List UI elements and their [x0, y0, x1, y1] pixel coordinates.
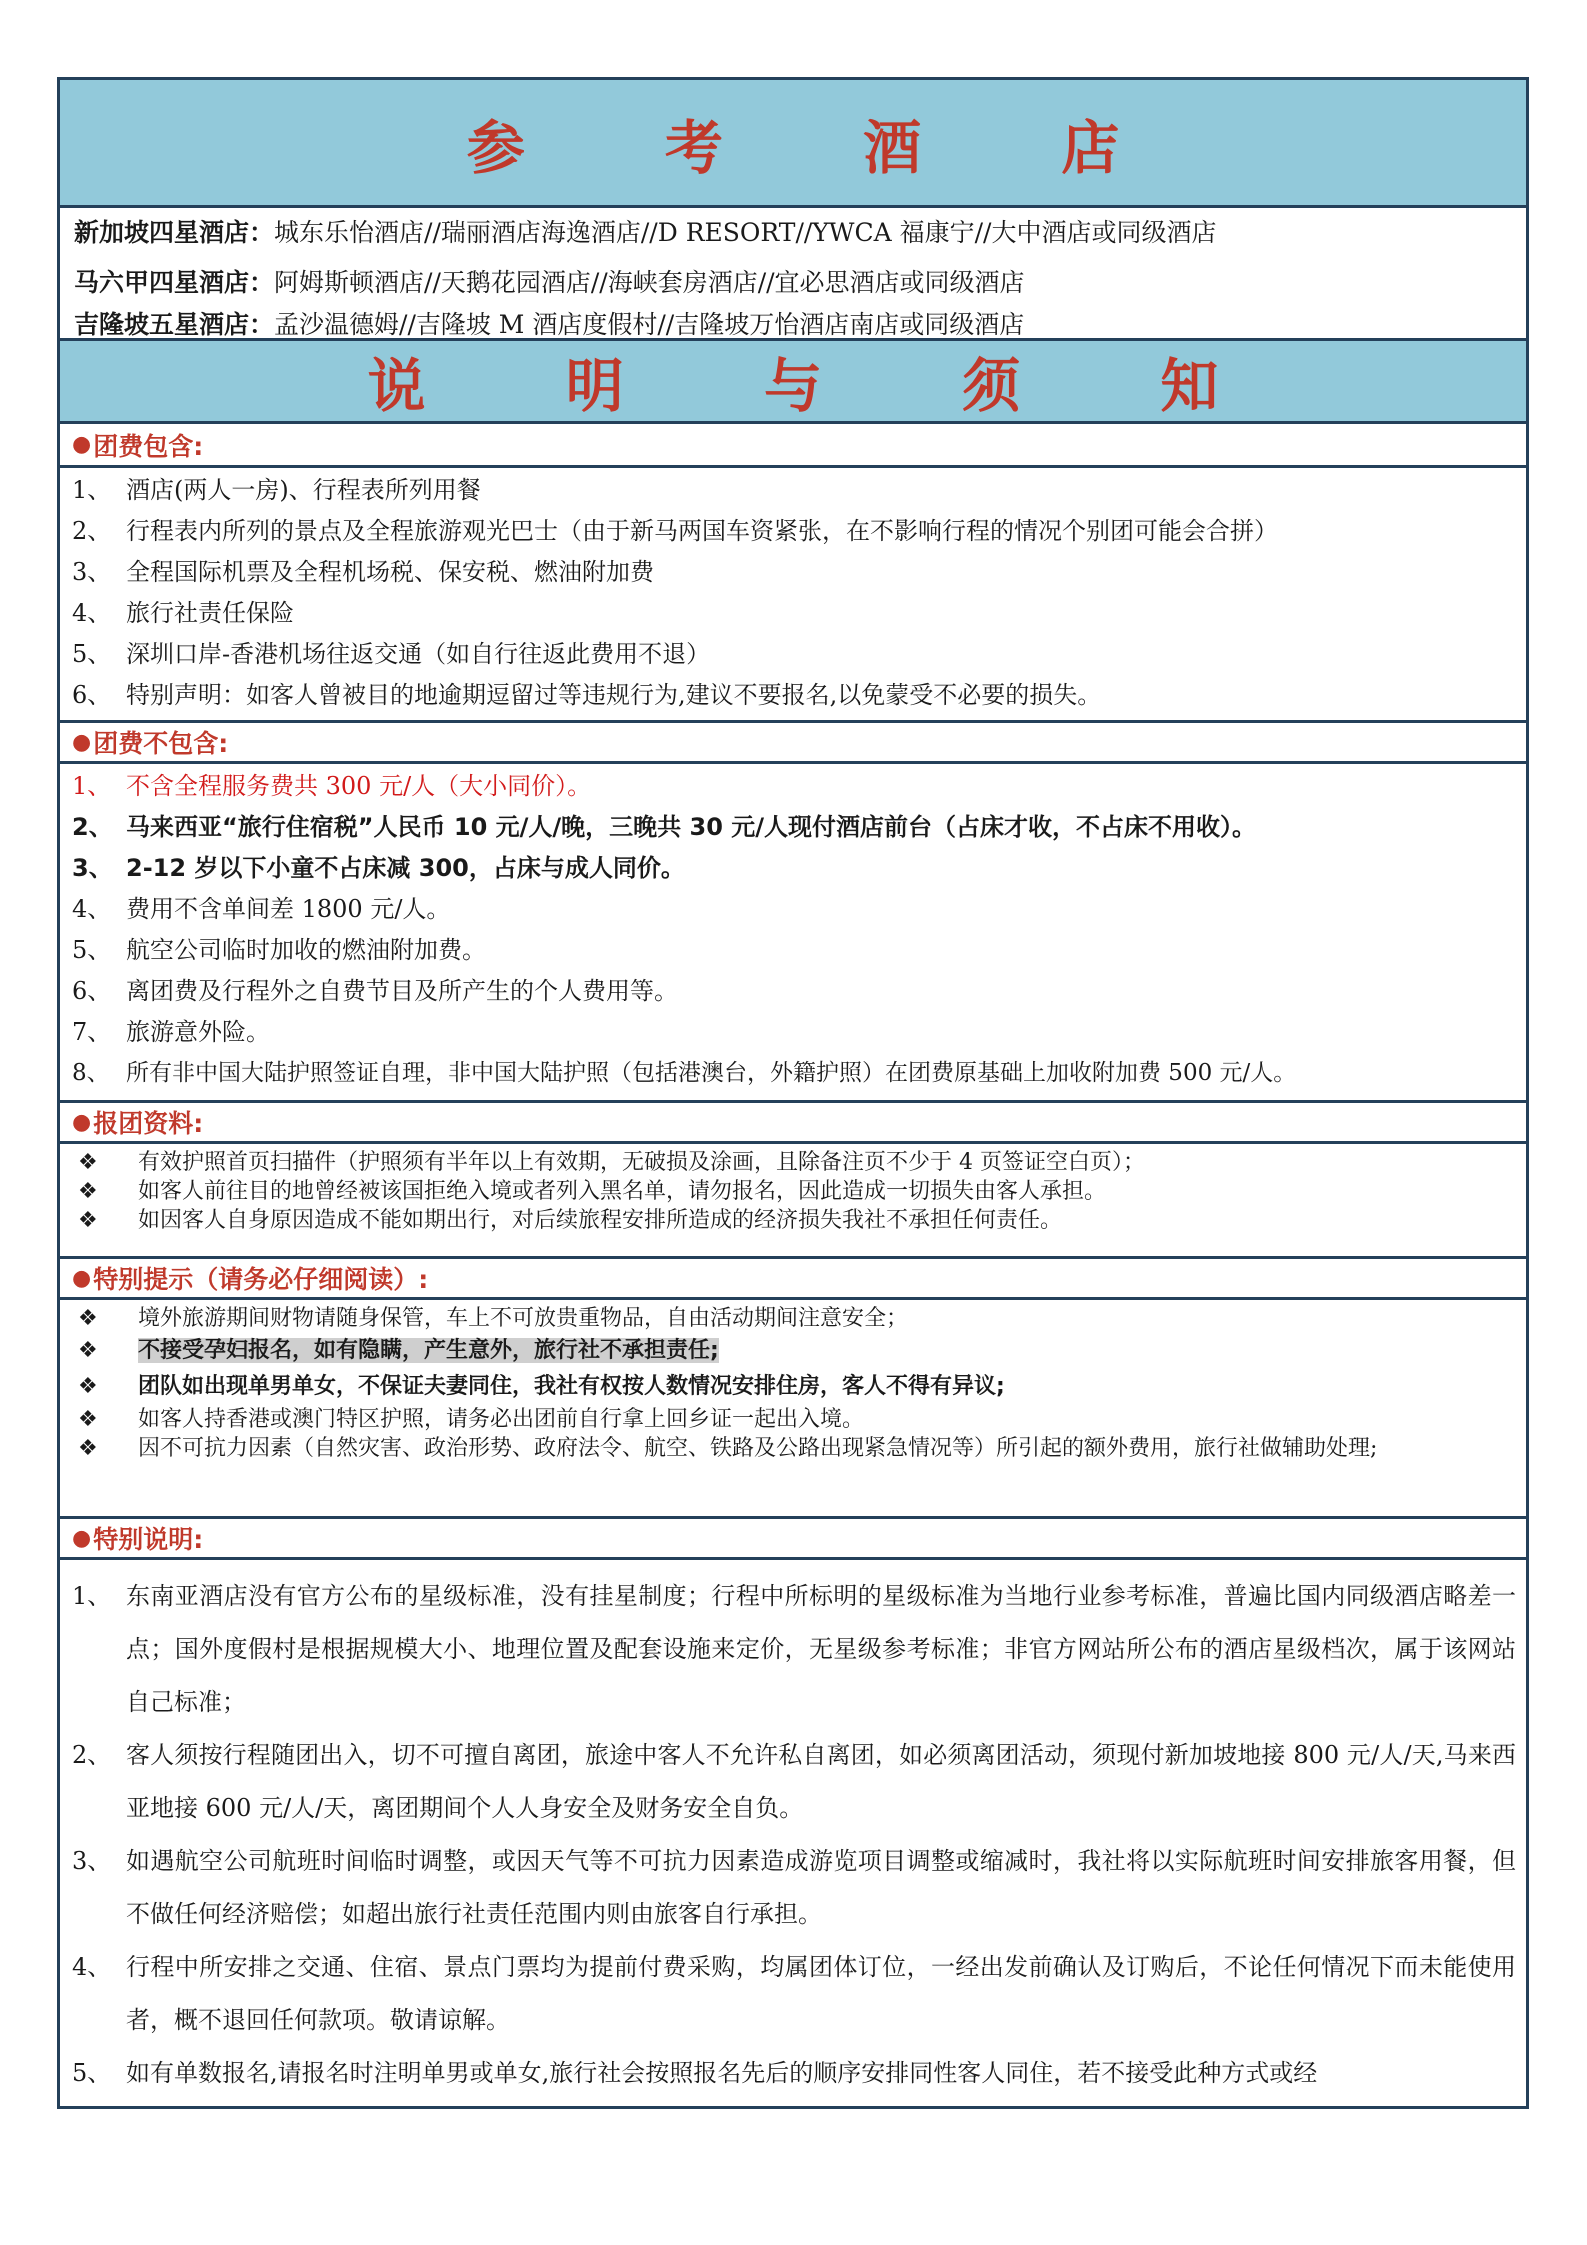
- hotel-row-singapore: 新加坡四星酒店：城东乐怡酒店//瑞丽酒店海逸酒店//D RESORT//YWCA 福康宁//大中酒店或同级酒店: [74, 218, 1217, 247]
- diamond-bullet-icon: ❖: [78, 1407, 98, 1432]
- list-item: 3、 全程国际机票及全程机场税、保安税、燃油附加费: [72, 558, 654, 586]
- list-item: ❖ 团队如出现单男单女，不保证夫妻同住，我社有权按人数情况安排住房，客人不得有异议;: [72, 1369, 1516, 1405]
- itinerary-notes-sheet: [57, 77, 1529, 2109]
- hotel-list: [60, 208, 1526, 338]
- list-item: 6、 特别声明：如客人曾被目的地逾期逗留过等违规行为,建议不要报名,以免蒙受不必要的损失。: [72, 681, 1102, 709]
- list-item: 2、 行程表内所列的景点及全程旅游观光巴士（由于新马两国车资紧张，在不影响行程的情况个别团可能会合拼）: [72, 517, 1278, 545]
- list-item: 8、 所有非中国大陆护照签证自理，非中国大陆护照（包括港澳台，外籍护照）在团费原基础上加收附加费 500 元/人。: [72, 1060, 1297, 1086]
- list-item: ❖ 境外旅游期间财物请随身保管，车上不可放贵重物品，自由活动期间注意安全；: [72, 1304, 1516, 1333]
- diamond-bullet-icon: ❖: [78, 1436, 98, 1461]
- documents-list: [60, 1144, 1526, 1256]
- bullet-dot-icon: ●: [72, 432, 92, 457]
- special-list: [60, 1560, 1526, 2100]
- bullet-dot-icon: ●: [72, 1525, 92, 1551]
- hotel-row-malacca: 马六甲四星酒店：阿姆斯顿酒店//天鹅花园酒店//海峡套房酒店//宜必思酒店或同级酒店: [74, 268, 1025, 297]
- list-item: 1、 不含全程服务费共 300 元/人（大小同价）。: [72, 772, 592, 800]
- list-item: 5、 航空公司临时加收的燃油附加费。: [72, 936, 486, 964]
- list-item: ❖ 如因客人自身原因造成不能如期出行，对后续旅程安排所造成的经济损失我社不承担任何责任。: [72, 1206, 1516, 1235]
- diamond-bullet-icon: ❖: [78, 1150, 98, 1175]
- list-item: 5、 深圳口岸-香港机场往返交通（如自行往返此费用不退）: [72, 640, 711, 668]
- diamond-bullet-icon: ❖: [78, 1208, 98, 1233]
- notes-title: 说 明 与 须 知: [367, 352, 1279, 420]
- includes-list: [60, 468, 1526, 720]
- hotel-row-kuala-lumpur: 吉隆坡五星酒店：孟沙温德姆//吉隆坡 M 酒店度假村//吉隆坡万怡酒店南店或同级酒店: [74, 310, 1025, 339]
- diamond-bullet-icon: ❖: [78, 1179, 98, 1204]
- list-item: 4、 行程中所安排之交通、住宿、景点门票均为提前付费采购，均属团体订位，一经出发前确认及订购后，不论任何情况下而未能使用者，概不退回任何款项。敬请谅解。: [72, 1953, 1516, 2034]
- documents-header: ● 报团资料:: [60, 1100, 1526, 1144]
- bullet-dot-icon: ●: [72, 729, 92, 755]
- includes-header: ● 团费包含:: [60, 424, 1526, 468]
- excludes-list: [60, 764, 1526, 1100]
- list-item: 6、 离团费及行程外之自费节目及所产生的个人费用等。: [72, 977, 678, 1005]
- diamond-bullet-icon: ❖: [78, 1338, 98, 1363]
- hotels-title: 参 考 酒 店: [466, 113, 1180, 182]
- list-item: 2、 客人须按行程随团出入，切不可擅自离团，旅途中客人不允许私自离团，如必须离团活动，须现付新加坡地接 800 元/人/天,马来西亚地接 600 元/人/天，离团期间个人人身安全及财务安全自负。: [72, 1741, 1516, 1822]
- list-item: 3、 2-12 岁以下小童不占床减 300，占床与成人同价。: [72, 854, 685, 882]
- diamond-bullet-icon: ❖: [78, 1374, 98, 1399]
- diamond-bullet-icon: ❖: [78, 1306, 98, 1331]
- list-item: 3、 如遇航空公司航班时间临时调整，或因天气等不可抗力因素造成游览项目调整或缩减时，我社将以实际航班时间安排旅客用餐，但不做任何经济赔偿；如超出旅行社责任范围内则由旅客自行承担。: [72, 1847, 1516, 1928]
- notes-title-band: [60, 338, 1526, 424]
- list-item: 2、 马来西亚“旅行住宿税”人民币 10 元/人/晚，三晚共 30 元/人现付酒店前台（占床才收，不占床不用收）。: [72, 813, 1257, 841]
- list-item: 4、 旅行社责任保险: [72, 599, 294, 627]
- bullet-dot-icon: ●: [72, 1109, 92, 1135]
- list-item: 7、 旅游意外险。: [72, 1018, 270, 1046]
- list-item: 4、 费用不含单间差 1800 元/人。: [72, 895, 451, 923]
- bullet-dot-icon: ●: [72, 1265, 92, 1291]
- tips-header: ● 特别提示（请务必仔细阅读）:: [60, 1256, 1526, 1300]
- list-item: ❖ 有效护照首页扫描件（护照须有半年以上有效期，无破损及涂画，且除备注页不少于 4 页签证空白页）；: [72, 1148, 1516, 1177]
- excludes-header: ● 团费不包含:: [60, 720, 1526, 764]
- highlighted-text: 不接受孕妇报名，如有隐瞒，产生意外，旅行社不承担责任;: [138, 1338, 719, 1363]
- tips-list: [60, 1300, 1526, 1516]
- list-item: 1、 酒店(两人一房)、行程表所列用餐: [72, 476, 481, 504]
- list-item: 5、 如有单数报名,请报名时注明单男或单女,旅行社会按照报名先后的顺序安排同性客人同住，若不接受此种方式或经: [72, 2059, 1318, 2087]
- list-item: ❖ 如客人持香港或澳门特区护照，请务必出团前自行拿上回乡证一起出入境。: [72, 1405, 1516, 1434]
- list-item: ❖ 因不可抗力因素（自然灾害、政治形势、政府法令、航空、铁路及公路出现紧急情况等）所引起的额外费用，旅行社做辅助处理;: [72, 1434, 1516, 1463]
- special-header: ● 特别说明:: [60, 1516, 1526, 1560]
- hotels-title-band: [60, 80, 1526, 208]
- list-item: [72, 1333, 1516, 1369]
- list-item: ❖ 如客人前往目的地曾经被该国拒绝入境或者列入黑名单，请勿报名，因此造成一切损失由客人承担。: [72, 1177, 1516, 1206]
- list-item: 1、 东南亚酒店没有官方公布的星级标准，没有挂星制度；行程中所标明的星级标准为当地行业参考标准，普遍比国内同级酒店略差一点；国外度假村是根据规模大小、地理位置及配套设施来定价，无星级参考标准；非官方网站所公布的酒店星级档次，属于该网站自己标准；: [72, 1582, 1516, 1716]
